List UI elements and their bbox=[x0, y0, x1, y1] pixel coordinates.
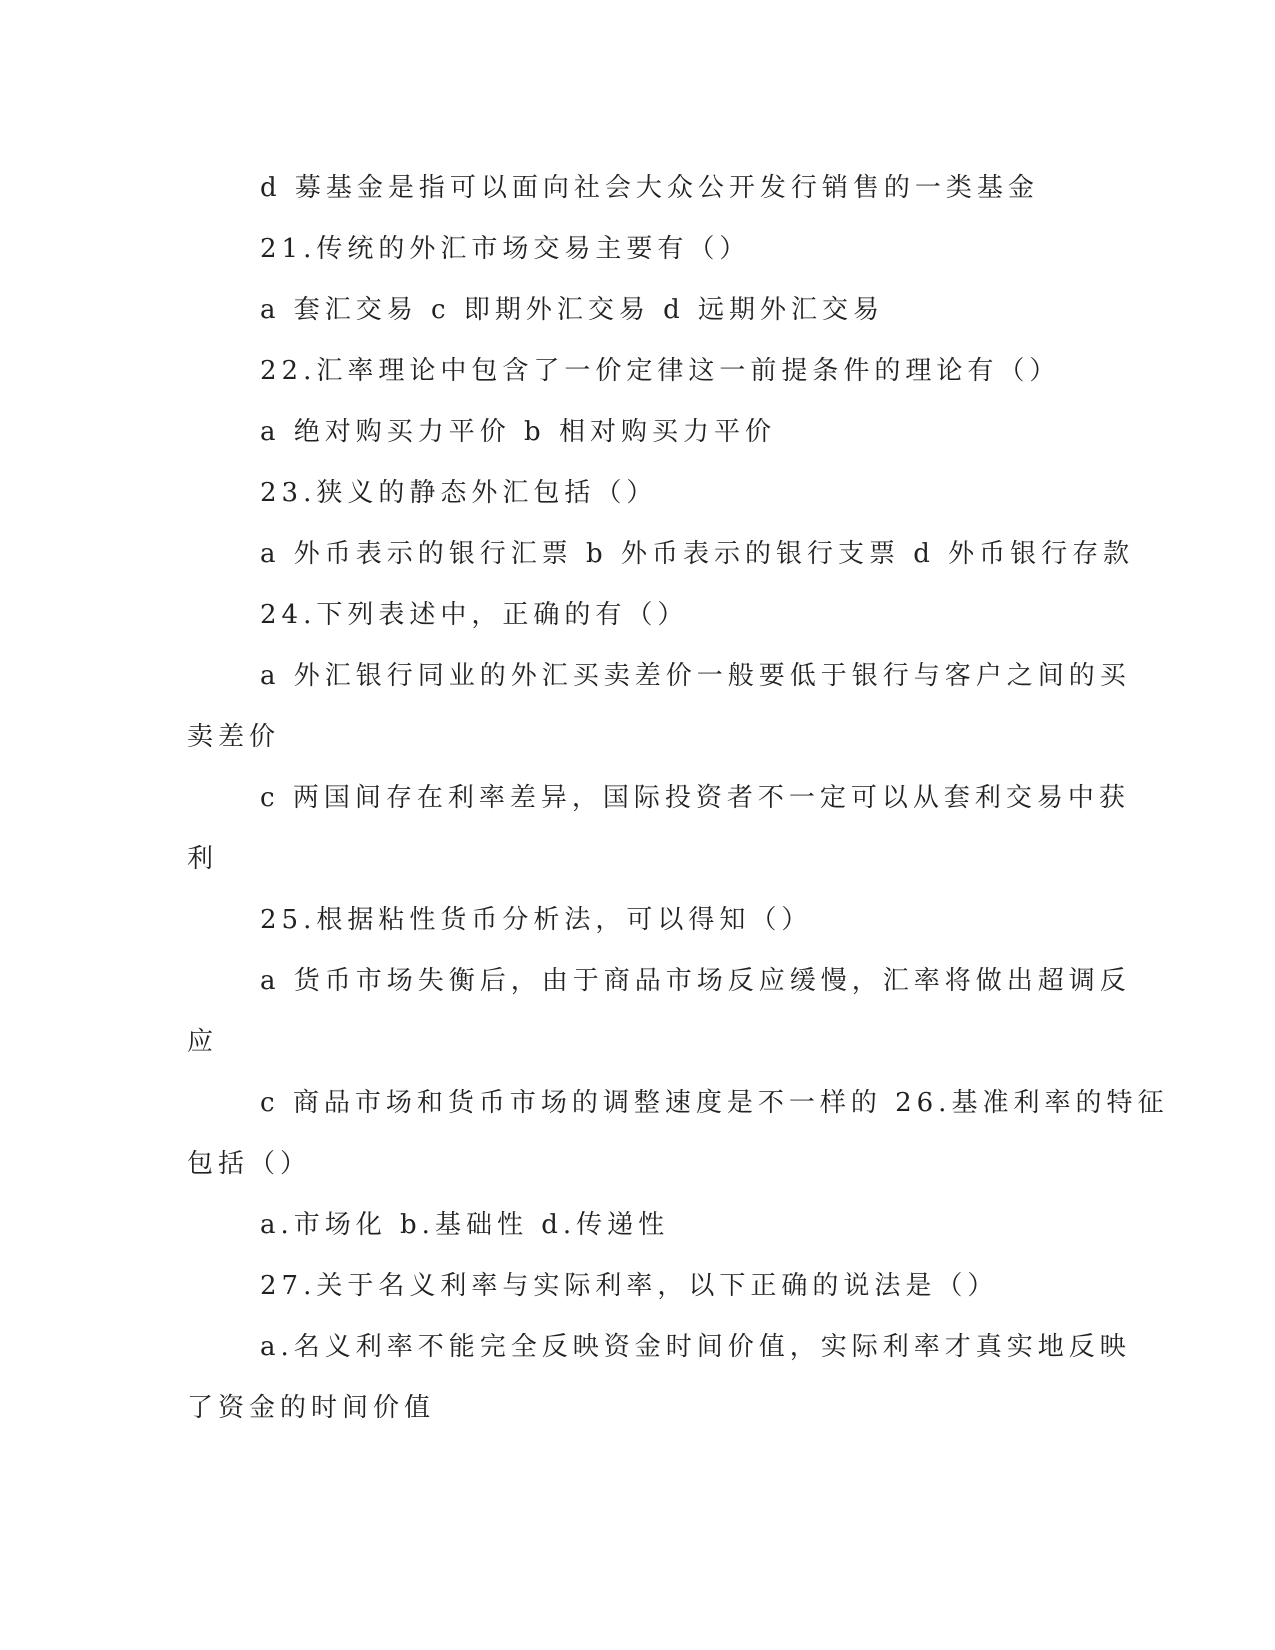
answer-24-a: a 外汇银行同业的外汇买卖差价一般要低于银行与客户之间的买 bbox=[260, 661, 1131, 691]
answer-26: a.市场化 b.基础性 d.传递性 bbox=[260, 1210, 670, 1240]
question-21: 21.传统的外汇市场交易主要有（） bbox=[260, 234, 751, 264]
answer-22: a 绝对购买力平价 b 相对购买力平价 bbox=[260, 417, 776, 447]
answer-25-a-continued: 应 bbox=[187, 1027, 219, 1057]
question-25: 25.根据粘性货币分析法，可以得知（） bbox=[260, 905, 813, 935]
answer-23: a 外币表示的银行汇票 b 外币表示的银行支票 d 外币银行存款 bbox=[260, 539, 1135, 569]
question-22: 22.汇率理论中包含了一价定律这一前提条件的理论有（） bbox=[260, 356, 1061, 386]
answer-24-a-continued: 卖差价 bbox=[187, 722, 281, 752]
answer-24-c: c 两国间存在利率差异，国际投资者不一定可以从套利交易中获 bbox=[260, 783, 1130, 813]
answer-25-c: c 商品市场和货币市场的调整速度是不一样的 26.基准利率的特征 bbox=[260, 1088, 1169, 1118]
question-26-continued: 包括（） bbox=[187, 1149, 312, 1179]
answer-27-a: a.名义利率不能完全反映资金时间价值，实际利率才真实地反映 bbox=[260, 1332, 1131, 1362]
answer-24-c-continued: 利 bbox=[187, 844, 219, 874]
question-24: 24.下列表述中，正确的有（） bbox=[260, 600, 689, 630]
question-27: 27.关于名义利率与实际利率，以下正确的说法是（） bbox=[260, 1271, 999, 1301]
answer-25-a: a 货币市场失衡后，由于商品市场反应缓慢，汇率将做出超调反 bbox=[260, 966, 1131, 996]
text-line: d 募基金是指可以面向社会大众公开发行销售的一类基金 bbox=[260, 173, 1039, 203]
document-body bbox=[187, 158, 1169, 1439]
question-23: 23.狭义的静态外汇包括（） bbox=[260, 478, 658, 508]
answer-27-a-continued: 了资金的时间价值 bbox=[187, 1393, 436, 1423]
answer-21: a 套汇交易 c 即期外汇交易 d 远期外汇交易 bbox=[260, 295, 885, 325]
